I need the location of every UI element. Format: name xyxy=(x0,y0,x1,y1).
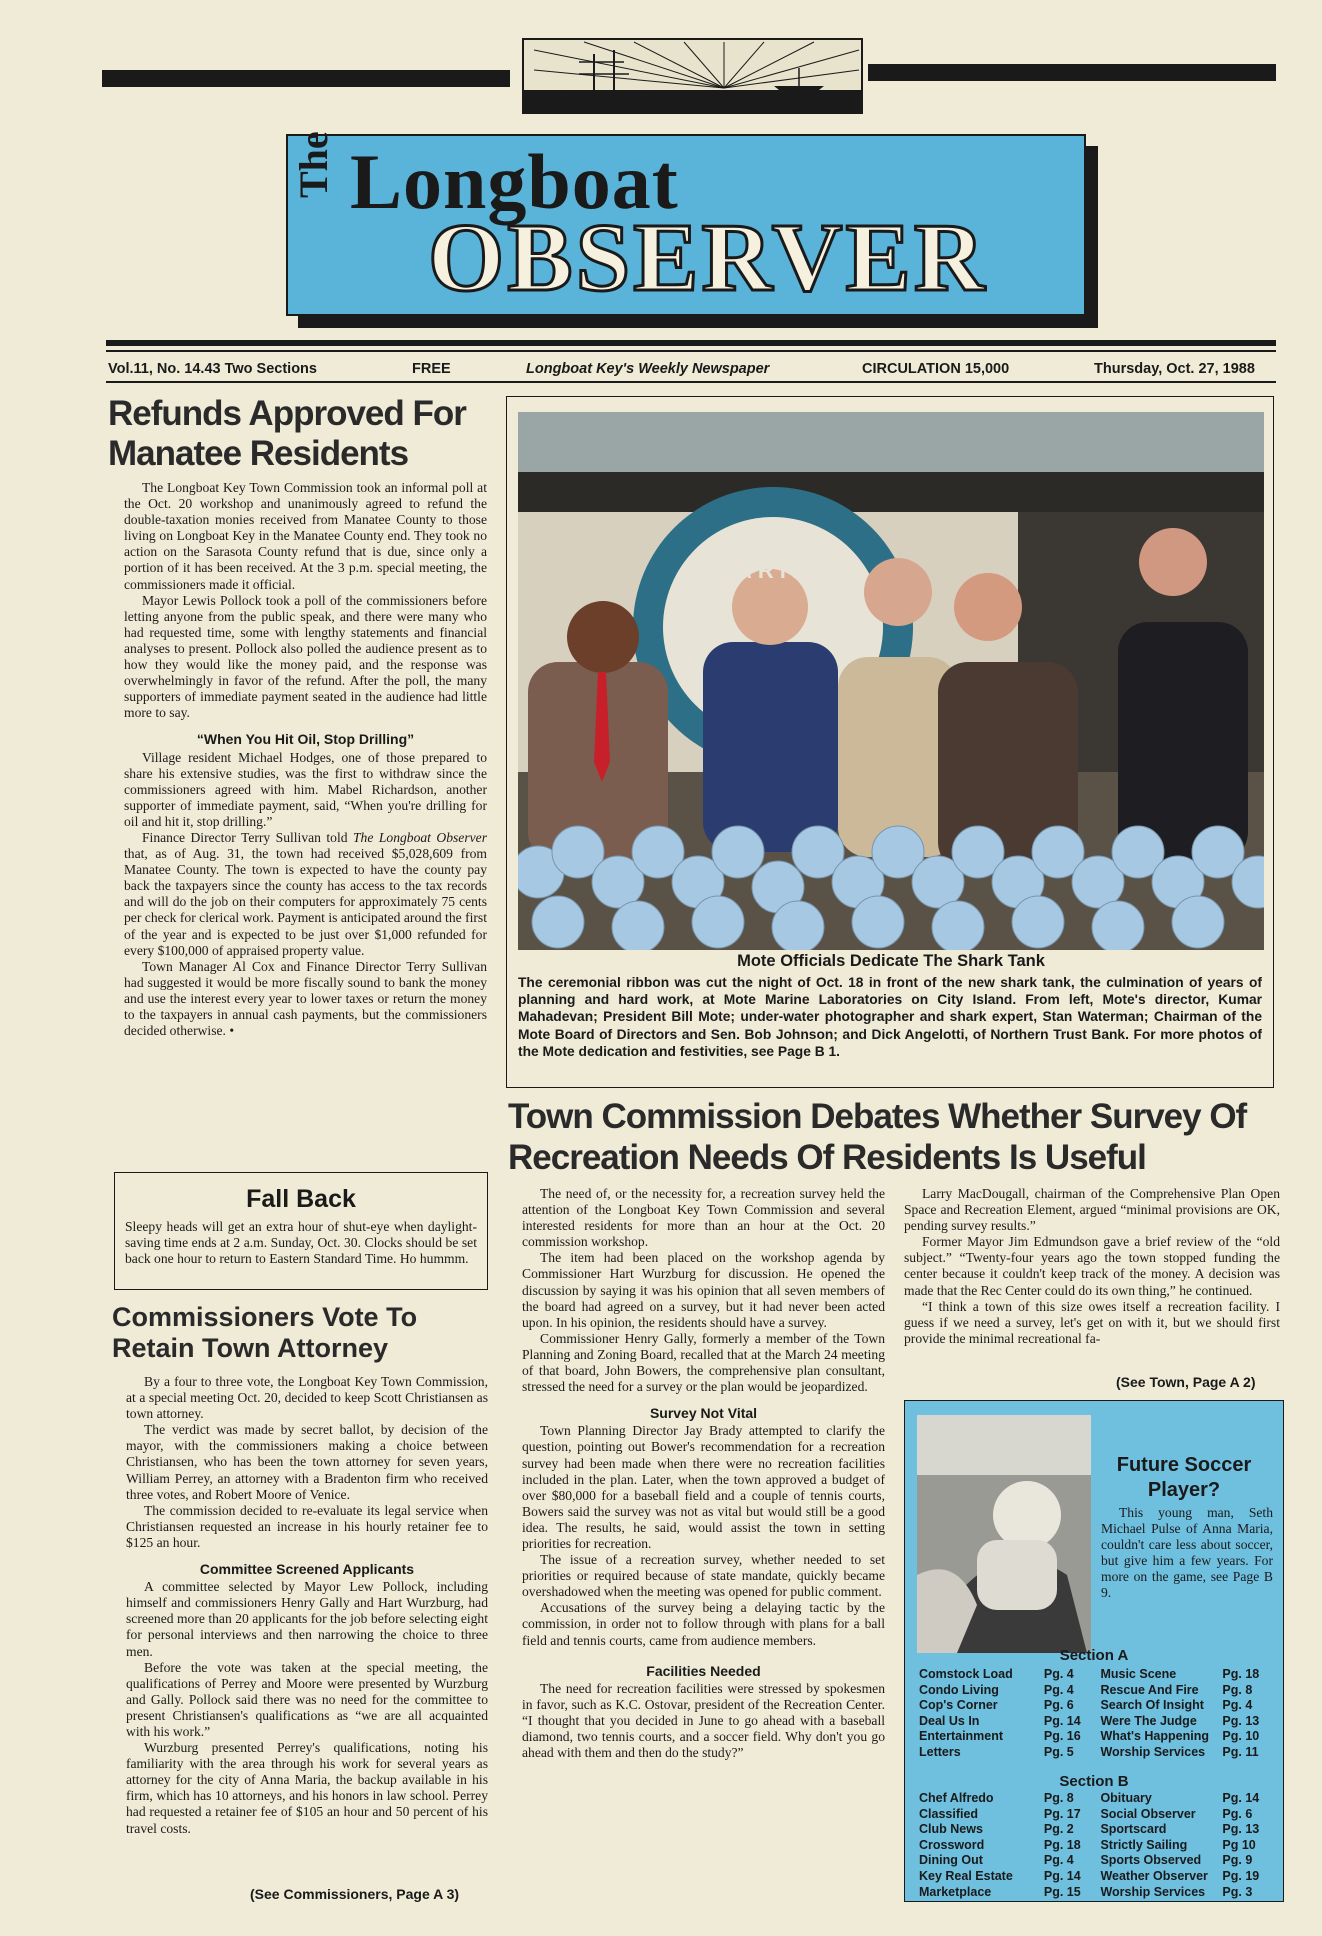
soccer-photo xyxy=(917,1415,1091,1653)
index-entry-page: Pg. 14 xyxy=(1222,1791,1260,1805)
masthead-observer: OBSERVER xyxy=(428,204,988,312)
index-entry-name: What's Happening xyxy=(1100,1729,1209,1744)
index-entry-page: Pg 10 xyxy=(1222,1837,1256,1852)
end-mark: • xyxy=(229,1023,235,1039)
folio-rule-bottom xyxy=(106,381,1276,383)
survey-subhead: Facilities Needed xyxy=(646,1662,761,1679)
index-entry-name: Search Of Insight xyxy=(1100,1698,1204,1713)
folio-price: FREE xyxy=(412,361,451,377)
index-entry-name: Music Scene xyxy=(1100,1667,1177,1681)
attorney-paragraph: A committee selected by Mayor Lew Pollock, including himself and commissioners Henry Gally and Hart Wurzburg, had screened more than 20 applicants for the job before selecting eight for personal interviews and then narrowing the choice to three men. xyxy=(126,1579,488,1659)
photo-caption: The ceremonial ribbon was cut the night of Oct. 18 in front of the new shark tank, the culmination of years of planning and hard work, at Mote Marine Laboratories on City Island. From left, Mote's director, Kumar Mahadevan; President Bill Mote; under-water photographer and shark expert, Stan Waterman; Chairman of the Mote Board of Directors and Sen. Bob Johnson; and Dick Angelotti, of Northern Trust Bank. For more photos of the Mote dedication and festivities, see Page B 1. xyxy=(518,975,1262,1059)
index-box xyxy=(904,1400,1284,1902)
index-entry-page: Pg. 8 xyxy=(1043,1791,1074,1805)
survey-paragraph: The issue of a recreation survey, whether needed to set priorities or required because of state mandate, quickly became overshadowed when the meeting was opened for public comment. xyxy=(522,1552,885,1600)
index-row xyxy=(919,1667,1279,1683)
index-entry-page: Pg. 4 xyxy=(1043,1682,1074,1697)
index-entry-name: Deal Us In xyxy=(919,1713,980,1728)
refunds-paragraph: Mayor Lewis Pollock took a poll of the commissioners before letting anyone from the public speak, and there were many who had requested time, some with lengthy statements and financial analyses to present. Pollock also polled the audience present as to how they would like the money paid, and the response was overwhelmingly in favor of the refund. After the poll, the many supporters of immediate payment seated in the audience had little more to say. xyxy=(124,592,487,721)
top-rule-left xyxy=(102,70,510,87)
index-row xyxy=(919,1698,1279,1714)
index-entry-name: Key Real Estate xyxy=(919,1868,1013,1883)
index-row xyxy=(919,1869,1279,1885)
folio-volume: Vol.11, No. 14.43 Two Sections xyxy=(108,361,317,377)
refunds-paragraph: The Longboat Key Town Commission took an informal poll at the Oct. 20 workshop and unanimously agreed to refund the double-taxation monies received from Manatee County to those living on Longboat Key in the Manatee County end. They took no action on the Sarasota County refund that is due, since only a portion of it has been received. At the 3 p.m. special meeting, the commissioners made it official. xyxy=(124,480,487,592)
index-entry-page: Pg. 17 xyxy=(1043,1806,1081,1821)
survey-paragraph: The need for recreation facilities were stressed by spokesmen in favor, such as K.C. Ostovar, president of the Recreation Center. “I thought that you decided in June to go ahead with a baseball diamond, two tennis courts, and a soccer field. Why don't you go ahead with them and then do the study?” xyxy=(522,1680,885,1761)
refunds-paragraph: Finance Director Terry Sullivan told The Longboat Observer that, as of Aug. 31, the town had received $5,028,609 from Manatee County. The town is expected to have the county pay back the taxpayers since the county has access to the tax records and will do the job on their computers for approximately 75 cents per check for clerical work. Payment is anticipated around the first of the year and is expected to be just over $1,000 refunded for every $100,000 of appraised property value. xyxy=(124,829,487,958)
index-row xyxy=(919,1714,1279,1730)
index-entry-page: Pg. 15 xyxy=(1043,1884,1081,1899)
index-entry-name: Cop's Corner xyxy=(919,1698,998,1713)
section-a-title: Section A xyxy=(1059,1647,1129,1664)
masthead-the: The xyxy=(291,131,336,198)
index-entry-page: Pg. 6 xyxy=(1043,1698,1074,1713)
survey-paragraph: “I think a town of this size owes itself a recreation facility. I guess if we need a survey, let's get on with it, but we should first provide the minimal recreational fa- xyxy=(904,1298,1280,1346)
index-entry-name: Strictly Sailing xyxy=(1100,1837,1188,1852)
index-row xyxy=(919,1807,1279,1823)
index-entry-name: Weather Observer xyxy=(1100,1868,1208,1883)
index-entry-name: Rescue And Fire xyxy=(1100,1682,1199,1697)
index-entry-page: Pg. 4 xyxy=(1043,1853,1074,1868)
index-entry-name: Club News xyxy=(919,1822,983,1837)
index-entry-name: Classified xyxy=(919,1806,979,1821)
index-entry-name: Worship Services xyxy=(1100,1884,1206,1899)
index-entry-page: Pg. 9 xyxy=(1222,1853,1253,1868)
survey-paragraph: Larry MacDougall, chairman of the Comprehensive Plan Open Space and Recreation Element, argued “minimal provisions are OK, pending survey results.” xyxy=(904,1186,1280,1234)
fallback-title: Fall Back xyxy=(246,1185,356,1213)
index-entry-page: Pg. 2 xyxy=(1043,1822,1074,1837)
refunds-body xyxy=(124,480,487,1039)
section-b-title: Section B xyxy=(1059,1773,1129,1790)
mote-photo xyxy=(518,412,1264,950)
refunds-paragraph: Town Manager Al Cox and Finance Director Terry Sullivan had suggested it would be more fiscally sound to bank the money and use the interest every year to lower taxes or return the money to the taxpayers in annual cash payments, but the commissioners decided otherwise. • xyxy=(124,958,487,1039)
index-entry-page: Pg. 8 xyxy=(1222,1682,1253,1697)
survey-jump: (See Town, Page A 2) xyxy=(1116,1374,1256,1390)
survey-paragraph: Town Planning Director Jay Brady attempted to clarify the question, pointing out Bower's recommendation for a recreation survey had been made when there were no recreation facilities included in the plan. Later, when the town approved a budget of over $80,000 for a baseball field and a couple of tennis courts, Bowers said the survey was not as vital but would still be a good idea. The results, he said, would assist the town in setting priorities for recreation. xyxy=(522,1423,885,1551)
attorney-paragraph: Before the vote was taken at the special meeting, the qualifications of Perrey and Moore were presented by Wurzburg and Gally. Pollock said there was no need for the committee to present Christiansen's qualifications as “we are all acquainted with his work.” xyxy=(126,1659,488,1739)
fallback-box xyxy=(114,1172,488,1290)
masthead xyxy=(286,131,1086,316)
attorney-paragraph: The commission decided to re-evaluate its legal service when Christiansen requested an increase in his hourly retainer fee to $125 an hour. xyxy=(126,1502,488,1550)
index-entry-page: Pg. 18 xyxy=(1222,1667,1260,1681)
index-entry-name: Were The Judge xyxy=(1100,1713,1197,1728)
index-entry-name: Sportscard xyxy=(1100,1822,1167,1837)
attorney-body xyxy=(126,1374,488,1837)
index-entry-page: Pg. 3 xyxy=(1222,1884,1253,1899)
index-entry-name: Dining Out xyxy=(919,1853,983,1868)
folio-tagline: Longboat Key's Weekly Newspaper xyxy=(526,361,770,377)
index-entry-page: Pg. 19 xyxy=(1222,1868,1260,1883)
photo-caption-title: Mote Officials Dedicate The Shark Tank xyxy=(737,952,1045,970)
fallback-text: Sleepy heads will get an extra hour of shut-eye when daylight-saving time ends at 2 a.m. Sunday, Oct. 30. Clocks should be set back one hour to return to Eastern Standard Time. Ho hummm. xyxy=(125,1219,477,1267)
folio-rule-top xyxy=(106,340,1276,346)
refunds-paragraph: Village resident Michael Hodges, one of those prepared to share his extensive studies, was the first to withdraw since the commissioners agreed with him. Mabel Richardson, another supporter of immediate payment, said, “When you're drilling for oil and hit it, stop drilling.” xyxy=(124,749,487,829)
index-row xyxy=(919,1791,1279,1807)
index-entry-page: Pg. 14 xyxy=(1043,1713,1081,1728)
index-row xyxy=(919,1853,1279,1869)
survey-paragraph: Former Mayor Jim Edmundson gave a brief review of the “old subject.” “Twenty-four years ago the town stopped funding the center because it couldn't keep track of the money. A decision was made that the Rec Center could do its own thing,” he continued. xyxy=(904,1234,1280,1298)
survey-col1 xyxy=(522,1186,885,1761)
survey-col2 xyxy=(904,1186,1280,1347)
section-a-list xyxy=(919,1667,1279,1761)
attorney-headline: Commissioners Vote To Retain Town Attorney xyxy=(112,1302,418,1363)
attorney-paragraph: By a four to three vote, the Longboat Key Town Commission, at a special meeting Oct. 20, decided to keep Scott Christiansen as town attorney. xyxy=(126,1374,488,1422)
index-entry-page: Pg. 13 xyxy=(1222,1822,1260,1837)
index-entry-page: Pg. 4 xyxy=(1222,1698,1253,1713)
index-entry-name: Worship Services xyxy=(1100,1744,1206,1759)
index-row xyxy=(919,1822,1279,1838)
survey-headline: Town Commission Debates Whether Survey Of Recreation Needs Of Residents Is Useful xyxy=(508,1097,1247,1177)
masthead-longboat: Longboat xyxy=(350,138,679,225)
soccer-title: Future Soccer Player? xyxy=(1116,1454,1252,1501)
index-entry-name: Social Observer xyxy=(1100,1806,1196,1821)
index-row xyxy=(919,1838,1279,1854)
index-entry-name: Obituary xyxy=(1100,1791,1152,1805)
index-entry-name: Condo Living xyxy=(919,1682,999,1697)
ship-emblem xyxy=(522,38,863,114)
index-entry-page: Pg. 6 xyxy=(1222,1806,1253,1821)
attorney-paragraph: The verdict was made by secret ballot, by decision of the mayor, with the commissioners making a choice between Christiansen, who has been the town attorney for seven years, William Perrey, an attorney with a Bradenton firm who received three votes, and Robert Moore of Venice. xyxy=(126,1422,488,1502)
attorney-paragraph: Wurzburg presented Perrey's qualifications, noting his familiarity with the area through his work for several years as attorney for the city of Anna Maria, the backup available in his firm, which has 10 attorneys, and his honors in law school. Perrey had requested a retainer fee of $105 an hour and 50 percent of his travel costs. xyxy=(126,1740,488,1836)
index-row xyxy=(919,1683,1279,1699)
index-entry-page: Pg. 14 xyxy=(1043,1868,1081,1883)
folio-rule-thin xyxy=(106,350,1276,352)
attorney-subhead: Committee Screened Applicants xyxy=(199,1561,415,1578)
index-entry-page: Pg. 5 xyxy=(1043,1744,1074,1759)
folio-circulation: CIRCULATION 15,000 xyxy=(862,361,1010,377)
index-entry-name: Marketplace xyxy=(919,1884,992,1899)
index-entry-page: Pg. 4 xyxy=(1043,1667,1074,1681)
index-entry-name: Entertainment xyxy=(919,1729,1004,1744)
photo-banner: MOTE MARINE xyxy=(711,532,835,583)
index-entry-page: Pg. 13 xyxy=(1222,1713,1260,1728)
index-entry-name: Crossword xyxy=(919,1837,985,1852)
soccer-text: This young man, Seth Michael Pulse of Anna Maria, couldn't care less about soccer, but give him a few years. For more on the game, see Page B 9. xyxy=(1101,1505,1273,1601)
survey-paragraph: Commissioner Henry Gally, formerly a member of the Town Planning and Zoning Board, recalled that at the March 24 meeting of that board, John Bowers, the comprehensive plan consultant, stressed the need for a survey or the plan would be jeopardized. xyxy=(522,1330,885,1395)
survey-subhead: Survey Not Vital xyxy=(649,1405,758,1422)
index-row xyxy=(919,1745,1279,1761)
survey-paragraph: The need of, or the necessity for, a recreation survey held the attention of the Longboat Key Town Commission and several interested residents for more than an hour at the Oct. 20 commission workshop. xyxy=(522,1186,885,1250)
survey-paragraph: The item had been placed on the workshop agenda by Commissioner Hart Wurzburg for discussion. He opened the discussion by saying it was his opinion that all seven members of the board had agreed on a survey, but it had never been acted upon. In his opinion, the residents should have a survey. xyxy=(522,1250,885,1330)
index-entry-name: Letters xyxy=(919,1744,961,1759)
index-entry-page: Pg. 18 xyxy=(1043,1837,1081,1852)
folio-date: Thursday, Oct. 27, 1988 xyxy=(1094,361,1255,377)
index-row xyxy=(919,1885,1279,1901)
index-entry-name: Comstock Load xyxy=(919,1667,1013,1681)
index-entry-page: Pg. 11 xyxy=(1222,1744,1259,1759)
index-row xyxy=(919,1729,1279,1745)
survey-paragraph: Accusations of the survey being a delaying tactic by the commission, in order not to follow through with plans for a ball field and tennis courts, came from audience members. xyxy=(522,1600,885,1648)
refunds-subhead: “When You Hit Oil, Stop Drilling” xyxy=(196,731,415,748)
index-entry-page: Pg. 16 xyxy=(1043,1729,1081,1744)
index-entry-name: Chef Alfredo xyxy=(919,1791,994,1805)
index-entry-name: Sports Observed xyxy=(1100,1853,1202,1868)
top-rule-right xyxy=(868,64,1276,81)
section-b-list xyxy=(919,1791,1279,1900)
refunds-headline: Refunds Approved For Manatee Residents xyxy=(108,394,466,473)
index-entry-page: Pg. 10 xyxy=(1222,1729,1260,1744)
attorney-jump: (See Commissioners, Page A 3) xyxy=(250,1886,460,1902)
